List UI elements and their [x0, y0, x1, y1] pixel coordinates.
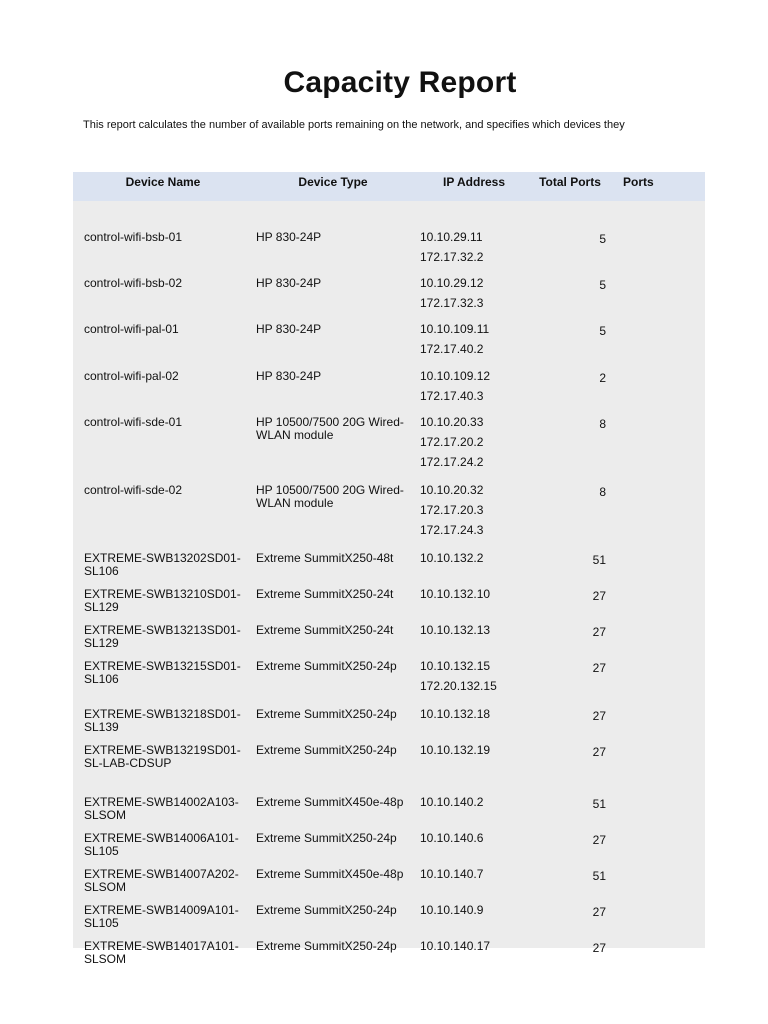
device-name-cell: EXTREME-SWB14009A101-SL105	[84, 903, 239, 930]
ip-address-cell	[420, 416, 530, 476]
ip-address-cell	[420, 370, 530, 410]
ip-address: 10.10.29.12	[420, 276, 484, 290]
total-ports-cell: 5	[599, 324, 606, 338]
device-type-cell: Extreme SummitX450e-48p	[256, 867, 404, 881]
ip-address: 10.10.20.33	[420, 415, 484, 429]
device-type-cell: Extreme SummitX250-24p	[256, 659, 397, 673]
ip-address-cell	[420, 231, 530, 271]
device-type-cell: HP 10500/7500 20G Wired-WLAN module	[256, 415, 404, 442]
ip-address: 10.10.132.15	[420, 659, 491, 673]
ip-address: 10.10.132.13	[420, 623, 491, 637]
ip-address: 10.10.140.2	[420, 795, 484, 809]
device-name-cell: control-wifi-sde-01	[84, 415, 183, 429]
ip-address-cell	[420, 484, 530, 544]
ip-address: 10.10.140.17	[420, 939, 491, 953]
ip-address: 172.17.20.2	[420, 435, 484, 449]
device-type-cell: Extreme SummitX450e-48p	[256, 795, 404, 809]
table-header	[73, 172, 705, 201]
ip-address: 10.10.20.32	[420, 483, 484, 497]
ip-address-cell	[420, 277, 530, 317]
device-name-cell: EXTREME-SWB14006A101-SL105	[84, 831, 239, 858]
ip-address-cell	[420, 660, 530, 700]
device-type-cell: HP 10500/7500 20G Wired-WLAN module	[256, 483, 404, 510]
header-device-name: Device Name	[125, 175, 201, 189]
ip-address: 10.10.29.11	[420, 230, 483, 244]
page-title: Capacity Report	[283, 66, 517, 99]
ip-address: 10.10.132.18	[420, 707, 491, 721]
device-name-cell: control-wifi-bsb-01	[84, 230, 183, 244]
total-ports-cell: 8	[599, 417, 606, 431]
ip-address: 172.17.20.3	[420, 503, 484, 517]
ip-address: 10.10.132.19	[420, 743, 491, 757]
ip-address: 172.17.32.2	[420, 250, 484, 264]
ip-address: 172.17.24.3	[420, 523, 484, 537]
ip-address-cell	[420, 868, 530, 888]
device-type-cell: HP 830-24P	[256, 369, 322, 383]
device-type-cell: Extreme SummitX250-24p	[256, 831, 397, 845]
device-name-cell: control-wifi-bsb-02	[84, 276, 183, 290]
device-name-cell: EXTREME-SWB14007A202-SLSOM	[84, 867, 239, 894]
device-name-cell: EXTREME-SWB14002A103-SLSOM	[84, 795, 239, 822]
ip-address: 172.17.40.3	[420, 389, 484, 403]
ip-address-cell	[420, 708, 530, 728]
ip-address-cell	[420, 624, 530, 644]
device-name-cell: EXTREME-SWB13210SD01-SL129	[84, 587, 241, 614]
total-ports-cell: 27	[592, 625, 606, 639]
device-type-cell: Extreme SummitX250-24t	[256, 623, 394, 637]
header-ip-address: IP Address	[442, 175, 506, 189]
total-ports-cell: 27	[592, 709, 606, 723]
ip-address: 10.10.140.6	[420, 831, 484, 845]
ip-address-cell	[420, 323, 530, 363]
ip-address-cell	[420, 744, 530, 764]
device-type-cell: Extreme SummitX250-24p	[256, 903, 397, 917]
ip-address: 172.17.24.2	[420, 455, 484, 469]
ip-address: 10.10.109.11	[420, 322, 490, 336]
device-name-cell: control-wifi-pal-01	[84, 322, 179, 336]
header-device-type: Device Type	[298, 175, 368, 189]
header-ports: Ports	[623, 175, 654, 189]
device-type-cell: Extreme SummitX250-24p	[256, 743, 397, 757]
ip-address: 172.17.40.2	[420, 342, 484, 356]
ip-address: 10.10.132.10	[420, 587, 491, 601]
total-ports-cell: 27	[592, 941, 606, 955]
total-ports-cell: 2	[599, 371, 606, 385]
ip-address: 10.10.109.12	[420, 369, 491, 383]
total-ports-cell: 5	[599, 232, 606, 246]
ip-address-cell	[420, 940, 530, 960]
device-name-cell: EXTREME-SWB13213SD01-SL129	[84, 623, 241, 650]
device-name-cell: EXTREME-SWB13215SD01-SL106	[84, 659, 241, 686]
device-name-cell: EXTREME-SWB13202SD01-SL106	[84, 551, 241, 578]
device-type-cell: Extreme SummitX250-24t	[256, 587, 394, 601]
total-ports-cell: 27	[592, 661, 606, 675]
total-ports-cell: 51	[592, 553, 606, 567]
device-name-cell: EXTREME-SWB14017A101-SLSOM	[84, 939, 239, 966]
total-ports-cell: 5	[599, 278, 606, 292]
capacity-table	[73, 172, 705, 966]
device-name-cell: control-wifi-pal-02	[84, 369, 179, 383]
total-ports-cell: 27	[592, 745, 606, 759]
ip-address: 10.10.140.9	[420, 903, 484, 917]
device-type-cell: HP 830-24P	[256, 230, 322, 244]
total-ports-cell: 8	[599, 485, 606, 499]
device-type-cell: Extreme SummitX250-24p	[256, 707, 397, 721]
ip-address-cell	[420, 832, 530, 852]
device-type-cell: HP 830-24P	[256, 322, 322, 336]
device-type-cell: Extreme SummitX250-48t	[256, 551, 394, 565]
ip-address: 10.10.140.7	[420, 867, 484, 881]
ip-address-cell	[420, 904, 530, 924]
ip-address: 172.20.132.15	[420, 679, 497, 693]
device-name-cell: EXTREME-SWB13218SD01-SL139	[84, 707, 241, 734]
ip-address: 10.10.132.2	[420, 551, 484, 565]
total-ports-cell: 27	[592, 833, 606, 847]
report-intro: This report calculates the number of available ports remaining on the network, and specifies which devices they	[83, 119, 625, 131]
total-ports-cell: 27	[592, 905, 606, 919]
ip-address-cell	[420, 796, 530, 816]
ip-address-cell	[420, 552, 530, 572]
device-name-cell: EXTREME-SWB13219SD01-SL-LAB-CDSUP	[84, 743, 241, 770]
ip-address-cell	[420, 588, 530, 608]
header-total-ports: Total Ports	[539, 175, 601, 189]
device-type-cell: Extreme SummitX250-24p	[256, 939, 397, 953]
total-ports-cell: 51	[592, 797, 606, 811]
total-ports-cell: 27	[592, 589, 606, 603]
device-type-cell: HP 830-24P	[256, 276, 322, 290]
device-name-cell: control-wifi-sde-02	[84, 483, 183, 497]
ip-address: 172.17.32.3	[420, 296, 484, 310]
total-ports-cell: 51	[592, 869, 606, 883]
